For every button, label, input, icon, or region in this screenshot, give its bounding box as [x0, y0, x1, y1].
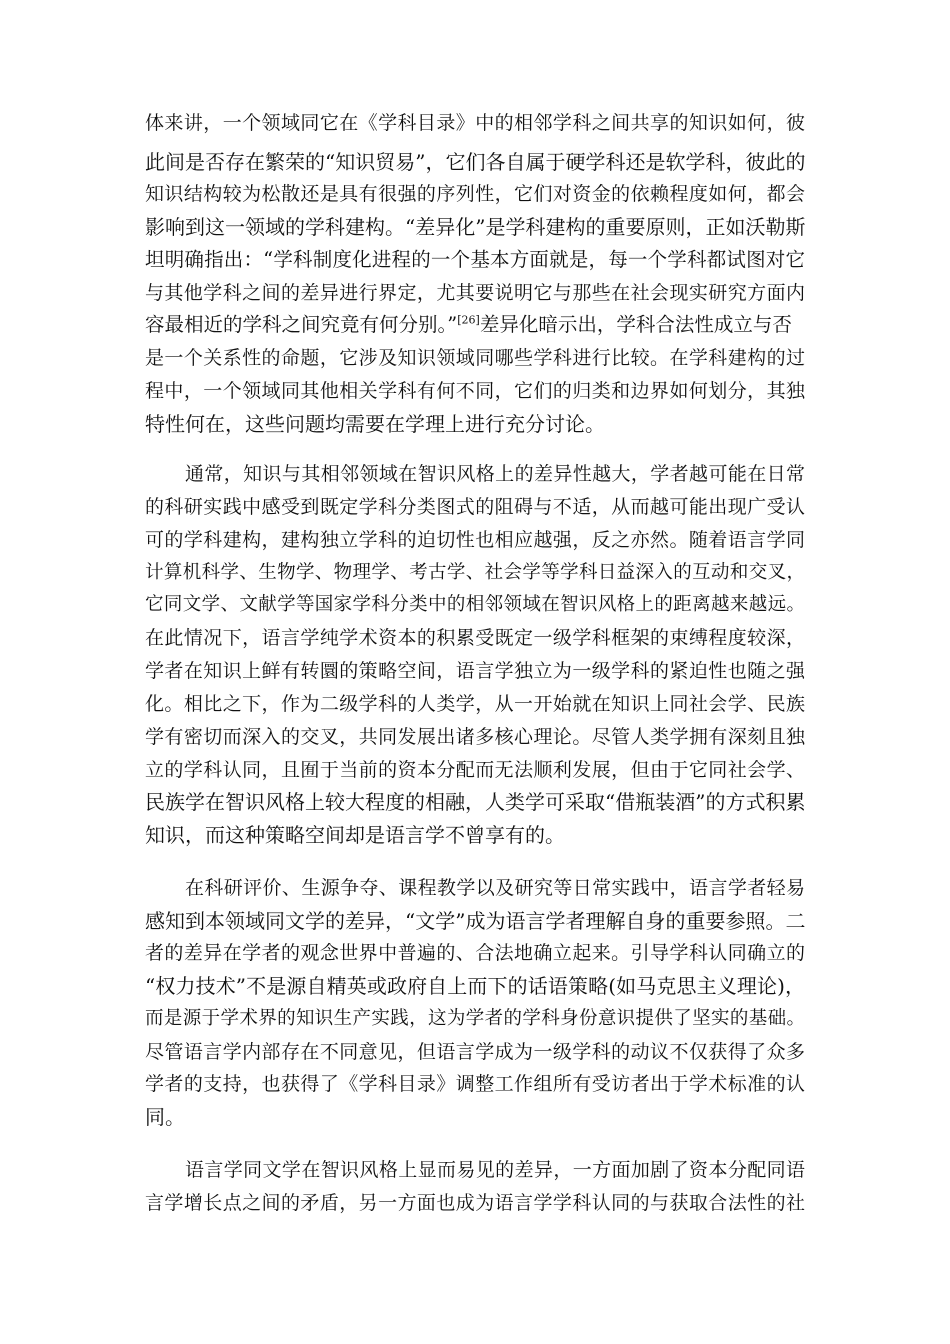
text-line: 体来讲，一个领域同它在《学科目录》中的相邻学科之间共享的知识如何，彼 [145, 112, 805, 134]
text-line: 言学增长点之间的矛盾，另一方面也成为语言学学科认同的与获取合法性的社 [145, 1192, 805, 1214]
text-line: 它同文学、文献学等国家学科分类中的相邻领域在智识风格上的距离越来越远。 [145, 594, 805, 615]
text-line: 影响到这一领域的学科建构。“差异化”是学科建构的重要原则，正如沃勒斯 [145, 215, 806, 239]
text-line: 感知到本领域同文学的差异，“文学”成为语言学者理解自身的重要参照。二 [145, 909, 806, 933]
text-line: 尽管语言学内部存在不同意见，但语言学成为一级学科的动议不仅获得了众多 [145, 1041, 805, 1063]
text-line: 是一个关系性的命题，它涉及知识领域同哪些学科进行比较。在学科建构的过 [145, 347, 805, 369]
text-line: 学者在知识上鲜有转圜的策略空间，语言学独立为一级学科的紧迫性也随之强 [145, 660, 805, 682]
citation-ref: [26] [457, 313, 480, 327]
text-line: 坦明确指出：“学科制度化进程的一个基本方面就是，每一个学科都试图对它 [145, 248, 805, 271]
text-line: 特性何在，这些问题均需要在学理上进行充分讨论。 [145, 412, 605, 436]
text-line: 知识结构较为松散还是具有很强的序列性，它们对资金的依赖程度如何，都会 [145, 183, 805, 205]
text-line: 此间是否存在繁荣的“知识贸易”，它们各自属于硬学科还是软学科，彼此的 [145, 150, 806, 174]
text-line: 化。相比之下，作为二级学科的人类学，从一开始就在知识上同社会学、民族 [145, 693, 805, 715]
text-line: 通常，知识与其相邻领域在智识风格上的差异性越大，学者越可能在日常 [185, 463, 805, 485]
text-line: 计算机科学、生物学、物理学、考古学、社会学等学科日益深入的互动和交叉， [145, 562, 805, 583]
text-line: 立的学科认同，且囿于当前的资本分配而无法顺利发展，但由于它同社会学、 [145, 759, 805, 781]
text-line: 民族学在智识风格上较大程度的相融，人类学可采取“借瓶装酒”的方式积累 [145, 790, 806, 814]
text-line: 知识，而这种策略空间却是语言学不曾享有的。 [145, 823, 565, 847]
text-line: 而是源于学术界的知识生产实践，这为学者的学科身份意识提供了坚实的基础。 [145, 1008, 805, 1029]
after-citation-text: 差异化暗示出，学科合法性成立与否 [479, 313, 792, 336]
text-line: 同。 [145, 1105, 185, 1129]
text-line: “权力技术”不是源自精英或政府自上而下的话语策略(如马克思主义理论)， [145, 974, 805, 998]
text-line: 者的差异在学者的观念世界中普遍的、合法地确立起来。引导学科认同确立的 [145, 942, 805, 964]
text-line: 在此情况下，语言学纯学术资本的积累受既定一级学科框架的束缚程度较深， [145, 627, 805, 649]
text-line-with-citation [145, 309, 805, 341]
text-line: 学者的支持，也获得了《学科目录》调整工作组所有受访者出于学术标准的认 [145, 1073, 805, 1095]
text-line: 在科研评价、生源争夺、课程教学以及研究等日常实践中，语言学者轻易 [185, 877, 805, 899]
text-line: 语言学同文学在智识风格上显而易见的差异，一方面加剧了资本分配同语 [185, 1159, 805, 1181]
text-line: 学有密切而深入的交叉，共同发展出诸多核心理论。尽管人类学拥有深刻且独 [145, 726, 805, 748]
text-line: 可的学科建构，建构独立学科的迫切性也相应越强，反之亦然。随着语言学同 [145, 529, 805, 551]
text-line: 程中，一个领域同其他相关学科有何不同，它们的归类和边界如何划分，其独 [145, 380, 805, 402]
text-line: 与其他学科之间的差异进行界定，尤其要说明它与那些在社会现实研究方面内 [145, 282, 805, 304]
quote-end-text: 容最相近的学科之间究竟有何分别。” [145, 313, 458, 336]
text-line: 的科研实践中感受到既定学科分类图式的阻碍与不适，从而越可能出现广受认 [145, 496, 805, 518]
